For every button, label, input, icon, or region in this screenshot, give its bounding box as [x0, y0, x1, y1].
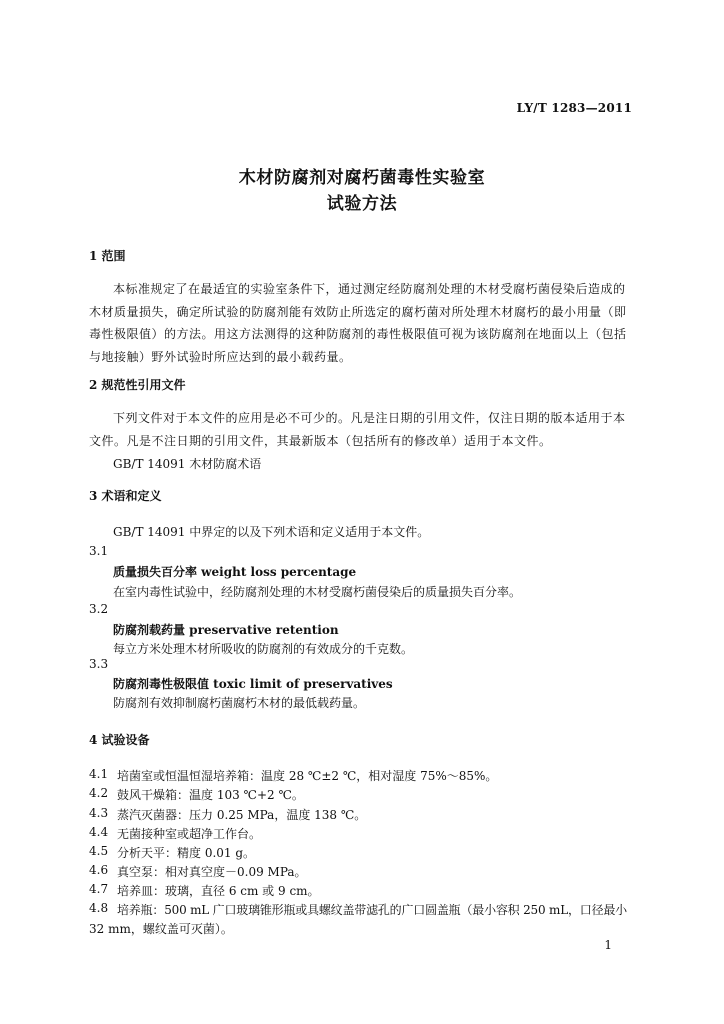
item-text: 培养皿：玻璃，直径 6 cm 或 9 cm。	[117, 884, 320, 898]
item-text: 鼓风干燥箱：温度 103 ℃+2 ℃。	[117, 788, 304, 802]
item-number: 4.2	[89, 786, 109, 800]
section-3-intro: GB/T 14091 中界定的以及下列术语和定义适用于本文件。	[113, 525, 430, 539]
page-number: 1	[604, 938, 612, 952]
item-number: 4.7	[89, 882, 109, 896]
term-number: 3.2	[89, 602, 109, 616]
section-1-heading: 1 范围	[89, 249, 126, 263]
section-2-paragraph: 下列文件对于本文件的应用是必不可少的。凡是注日期的引用文件，仅注日期的版本适用于本文件。凡是不注日期的引用文件，其最新版本（包括所有的修改单）适用于本文件。	[89, 411, 626, 448]
document-title-line1: 木材防腐剂对腐朽菌毒性实验室	[238, 168, 486, 188]
item-text: 培菌室或恒温恒湿培养箱：温度 28 ℃±2 ℃，相对湿度 75%～85%。	[117, 769, 498, 783]
item-text: 培养瓶：500 mL 广口玻璃锥形瓶或具螺纹盖带滤孔的广口圆盖瓶（最小容积 250 mL，口径最小	[117, 903, 627, 917]
item-number: 4.8	[89, 901, 109, 915]
section-3-heading: 3 术语和定义	[89, 489, 162, 503]
term-number: 3.3	[89, 657, 109, 671]
item-number: 4.6	[89, 863, 109, 877]
term-title: 防腐剂毒性极限值 toxic limit of preservatives	[113, 677, 393, 691]
document-title-line2: 试验方法	[326, 194, 398, 214]
section-1-paragraph: 本标准规定了在最适宜的实验室条件下，通过测定经防腐剂处理的木材受腐朽菌侵染后造成的木材质量损失，确定所试验的防腐剂能有效防止所选定的腐朽菌对所处理木材腐朽的最小用量（即毒性极限值）的方法。用这方法测得的这种防腐剂的毒性极限值可视为该防腐剂在地面以上（包括与地接触）野外试验时所应达到的最小载药量。	[89, 282, 627, 364]
item-number: 4.3	[89, 806, 109, 820]
section-2-heading: 2 规范性引用文件	[89, 378, 186, 392]
item-number: 4.5	[89, 844, 109, 858]
item-text: 真空泵：相对真空度－0.09 MPa。	[117, 865, 307, 879]
normative-reference: GB/T 14091 木材防腐术语	[113, 457, 262, 471]
item-text: 无菌接种室或超净工作台。	[117, 827, 262, 841]
term-definition: 防腐剂有效抑制腐朽菌腐朽木材的最低载药量。	[113, 696, 366, 710]
term-definition: 在室内毒性试验中，经防腐剂处理的木材受腐朽菌侵染后的质量损失百分率。	[113, 585, 522, 599]
term-title: 质量损失百分率 weight loss percentage	[113, 565, 357, 579]
item-text-continuation: 32 mm，螺纹盖可灭菌）。	[89, 922, 233, 936]
section-4-heading: 4 试验设备	[89, 733, 150, 747]
item-text: 蒸汽灭菌器：压力 0.25 MPa，温度 138 ℃。	[117, 808, 367, 822]
item-text: 分析天平：精度 0.01 g。	[117, 846, 256, 860]
item-number: 4.4	[89, 825, 109, 839]
term-definition: 每立方米处理木材所吸收的防腐剂的有效成分的千克数。	[113, 642, 414, 656]
term-number: 3.1	[89, 544, 109, 558]
standard-number: LY/T 1283—2011	[516, 101, 632, 115]
item-number: 4.1	[89, 767, 109, 781]
term-title: 防腐剂载药量 preservative retention	[113, 623, 339, 637]
